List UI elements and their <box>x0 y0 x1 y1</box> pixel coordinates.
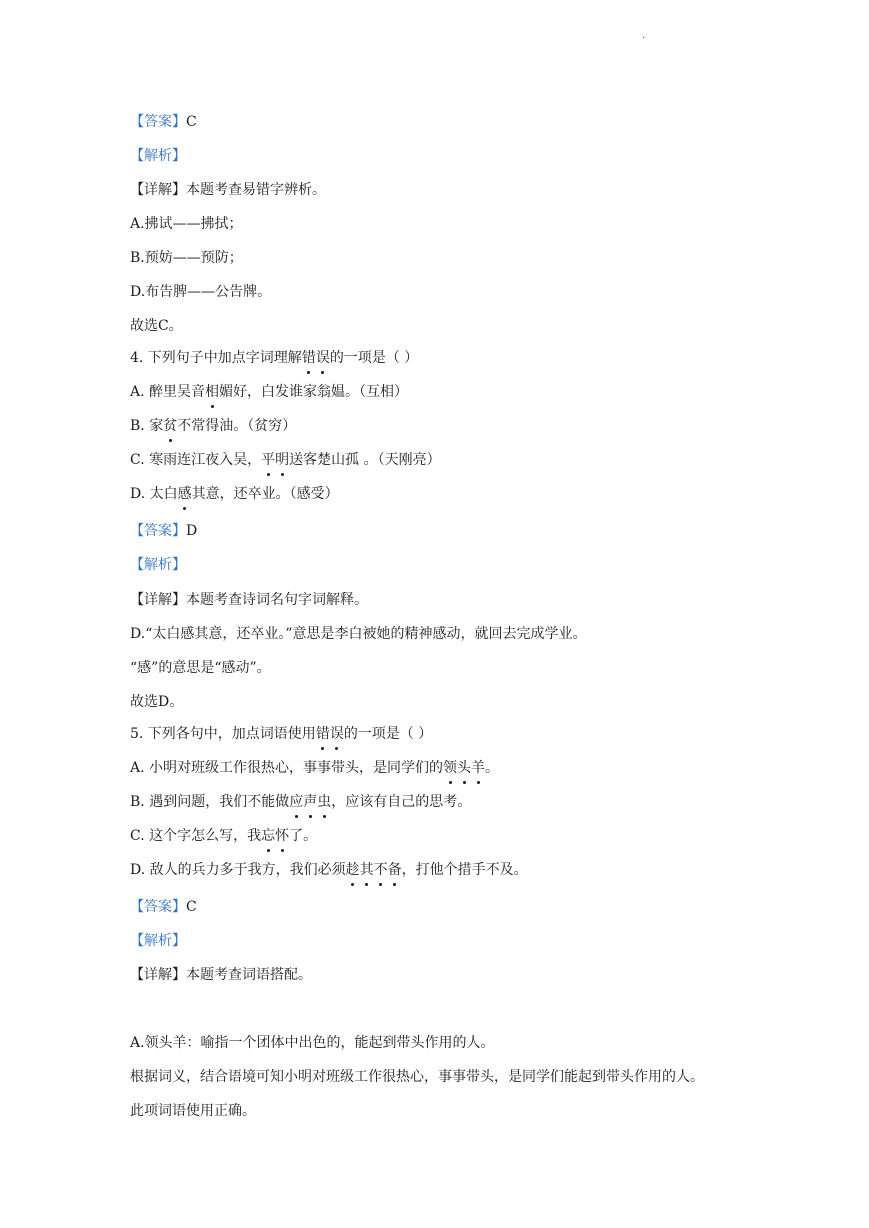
q5-stem <box>130 724 432 744</box>
dotted-char: 误 <box>315 350 330 366</box>
q5-option-b <box>130 792 471 812</box>
option-text: 其意，还卒业。（感受） <box>191 486 339 502</box>
q4-stem <box>130 348 418 368</box>
dotted-char: 羊 <box>471 760 486 776</box>
q4-explain-2: “感”的意思是“感动”。 <box>130 660 271 676</box>
dotted-char: 领 <box>443 760 458 776</box>
option-text: A. 小明对班级工作很热心，事事带头，是同学们的 <box>130 760 444 776</box>
answer-tag: 【答案】 <box>130 523 186 539</box>
option-text: D. 太白 <box>130 486 178 502</box>
q4-option-c <box>130 450 441 470</box>
dotted-char: 明 <box>275 452 290 468</box>
q3-analysis-tag <box>130 146 186 166</box>
q5-option-a <box>130 758 499 778</box>
dotted-char: 贫 <box>163 418 178 434</box>
analysis-tag: 【解析】 <box>130 557 186 573</box>
q3-explain-b: B.预妨——预防； <box>130 250 243 266</box>
option-text: 。 <box>485 760 500 776</box>
option-text: 了。 <box>289 828 318 844</box>
q5-detail-line <box>130 965 312 985</box>
q3-conclusion: 故选C。 <box>130 318 183 334</box>
option-text: 不常得油。（贫穷） <box>177 418 297 434</box>
analysis-tag: 【解析】 <box>130 933 186 949</box>
q4-option-d <box>130 484 339 504</box>
dotted-char: 忘 <box>261 828 276 844</box>
q5-answer-line <box>130 897 197 917</box>
answer-tag: 【答案】 <box>130 114 186 130</box>
dotted-char: 平 <box>261 452 276 468</box>
q3-explain-a: A.拂试——拂拭； <box>130 216 243 232</box>
detail-text: 本题考查词语搭配。 <box>186 967 312 983</box>
stem-text: 4. 下列句子中加点字词理解 <box>130 350 302 366</box>
dotted-char: 错 <box>301 350 316 366</box>
option-text: 媚好，白发谁家翁媪。（互相） <box>219 384 409 400</box>
dotted-char: 错 <box>315 726 330 742</box>
option-text: D. 敌人的兵力多于我方，我们必须 <box>130 862 346 878</box>
q4-conclusion: 故选D。 <box>130 694 184 710</box>
detail-tag: 【详解】 <box>130 592 186 608</box>
q4-detail-line <box>130 590 368 610</box>
dotted-char: 怀 <box>275 828 290 844</box>
q5-option-c <box>130 826 317 846</box>
dotted-char: 感 <box>177 486 192 502</box>
stem-text: 的一项是（ ） <box>329 350 419 366</box>
q5-explain-context: 根据词义，结合语境可知小明对班级工作很热心，事事带头，是同学们能起到带头作用的人。 <box>130 1069 704 1085</box>
option-text: C. 这个字怎么写，我 <box>130 828 262 844</box>
answer-value: C <box>186 114 197 130</box>
dotted-char: 头 <box>457 760 472 776</box>
detail-tag: 【详解】 <box>130 182 186 198</box>
q4-analysis-tag <box>130 555 186 575</box>
option-text: ，应该有自己的思考。 <box>331 794 472 810</box>
dotted-char: 应 <box>289 794 304 810</box>
q4-explain-1: D.“太白感其意，还卒业。”意思是李白被她的精神感动，就回去完成学业。 <box>130 626 587 642</box>
dotted-char: 误 <box>329 726 344 742</box>
option-text: ，打他个措手不及。 <box>401 862 528 878</box>
page-marker: . <box>642 30 646 41</box>
stem-text: 5. 下列各句中，加点词语使用 <box>130 726 316 742</box>
answer-value: C <box>186 899 197 915</box>
stem-text: 的一项是（ ） <box>343 726 433 742</box>
q5-option-d <box>130 860 528 880</box>
dotted-char: 不 <box>373 862 388 878</box>
option-text: B. 家 <box>130 418 164 434</box>
detail-text: 本题考查易错字辨析。 <box>186 182 326 198</box>
dotted-char: 备 <box>387 862 402 878</box>
answer-tag: 【答案】 <box>130 899 186 915</box>
dotted-char: 声 <box>303 794 318 810</box>
detail-tag: 【详解】 <box>130 967 186 983</box>
analysis-tag: 【解析】 <box>130 148 186 164</box>
option-text: A. 醉里吴音 <box>130 384 206 400</box>
option-text: C. 寒雨连江夜入吴， <box>130 452 262 468</box>
q5-explain-result: 此项词语使用正确。 <box>130 1103 256 1119</box>
q5-analysis-tag <box>130 931 186 951</box>
q4-option-a <box>130 382 408 402</box>
dotted-char: 相 <box>205 384 220 400</box>
q3-explain-d: D.布告脾——公告牌。 <box>130 284 272 300</box>
detail-text: 本题考查诗词名句字词解释。 <box>186 592 368 608</box>
dotted-char: 趁 <box>345 862 360 878</box>
q4-option-b <box>130 416 296 436</box>
q3-detail-line <box>130 180 326 200</box>
dotted-char: 其 <box>359 862 374 878</box>
option-text: B. 遇到问题，我们不能做 <box>130 794 290 810</box>
option-text: 送客楚山孤 。（天刚亮） <box>289 452 441 468</box>
q4-answer-line <box>130 521 197 541</box>
q5-explain-a: A.领头羊：喻指一个团体中出色的，能起到带头作用的人。 <box>130 1035 495 1051</box>
answer-value: D <box>186 523 198 539</box>
q3-answer-line <box>130 112 197 132</box>
dotted-char: 虫 <box>317 794 332 810</box>
